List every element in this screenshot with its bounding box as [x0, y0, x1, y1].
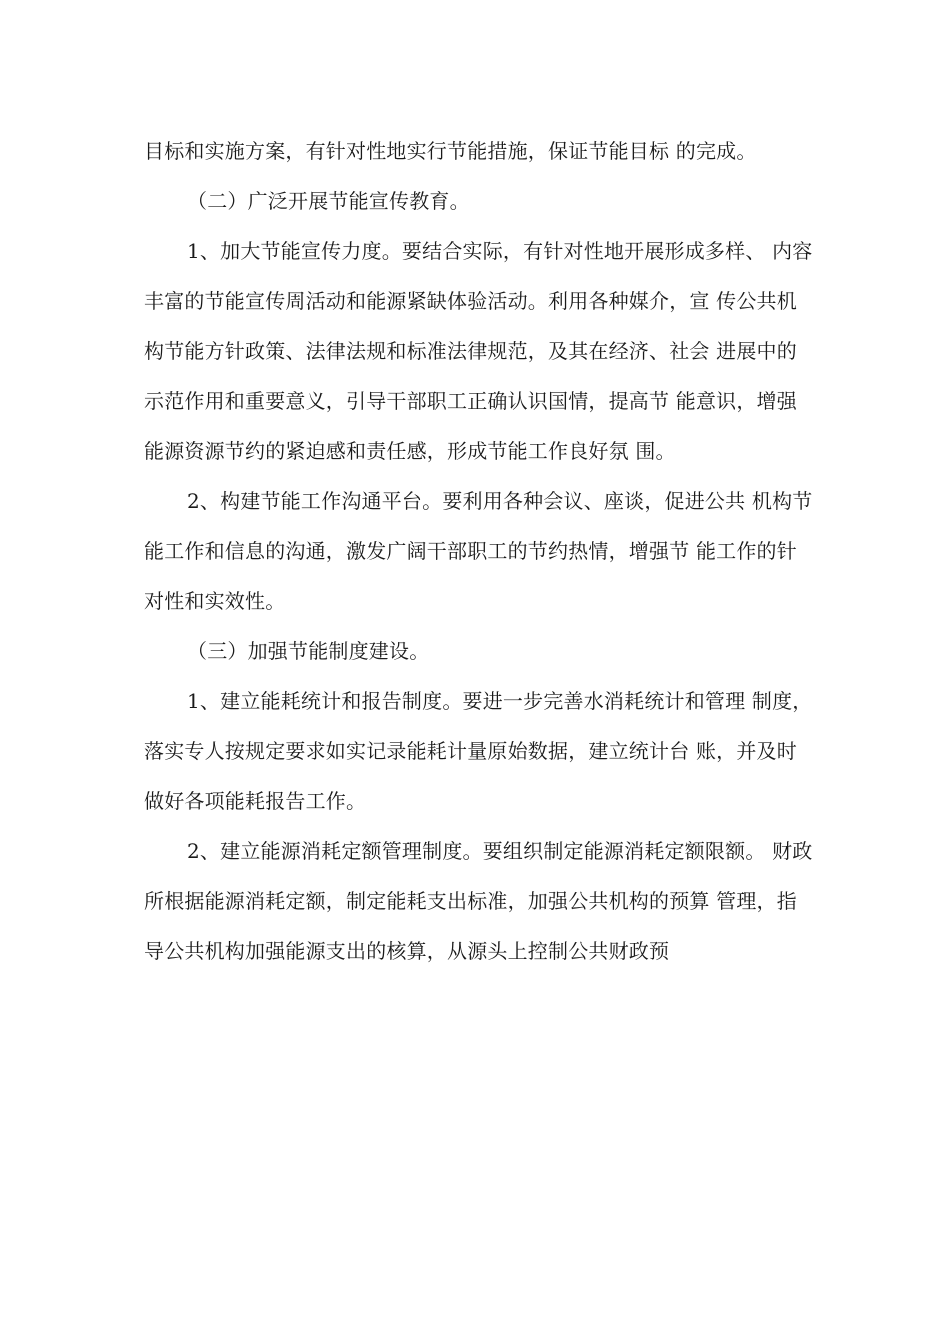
text-line: 构节能方针政策、法律法规和标准法律规范，及其在经济、社会 进展中的 — [144, 339, 797, 363]
text-line: 对性和实效性。 — [144, 589, 286, 613]
text-line: 2、建立能源消耗定额管理制度。要组织制定能源消耗定额限额。 财政 — [187, 839, 813, 863]
text-line: 目标和实施方案，有针对性地实行节能措施，保证节能目标 的完成。 — [144, 139, 757, 163]
section-heading: （二）广泛开展节能宣传教育。 — [187, 189, 470, 213]
text-line: 1、建立能耗统计和报告制度。要进一步完善水消耗统计和管理 制度， — [187, 689, 813, 713]
text-line: 能源资源节约的紧迫感和责任感，形成节能工作良好氛 围。 — [144, 439, 676, 463]
text-line: 示范作用和重要意义，引导干部职工正确认识国情，提高节 能意识，增强 — [144, 389, 797, 413]
text-line: 做好各项能耗报告工作。 — [144, 789, 367, 813]
text-line: 丰富的节能宣传周活动和能源紧缺体验活动。利用各种媒介，宣 传公共机 — [144, 289, 797, 313]
text-line: 导公共机构加强能源支出的核算，从源头上控制公共财政预 — [144, 939, 670, 963]
section-heading: （三）加强节能制度建设。 — [187, 639, 430, 663]
text-line: 能工作和信息的沟通，激发广阔干部职工的节约热情，增强节 能工作的针 — [144, 539, 797, 563]
text-line: 1、加大节能宣传力度。要结合实际，有针对性地开展形成多样、 内容 — [187, 239, 813, 263]
text-line: 2、构建节能工作沟通平台。要利用各种会议、座谈，促进公共 机构节 — [187, 489, 813, 513]
text-line: 所根据能源消耗定额，制定能耗支出标准，加强公共机构的预算 管理，指 — [144, 889, 797, 913]
text-line: 落实专人按规定要求如实记录能耗计量原始数据，建立统计台 账，并及时 — [144, 739, 797, 763]
